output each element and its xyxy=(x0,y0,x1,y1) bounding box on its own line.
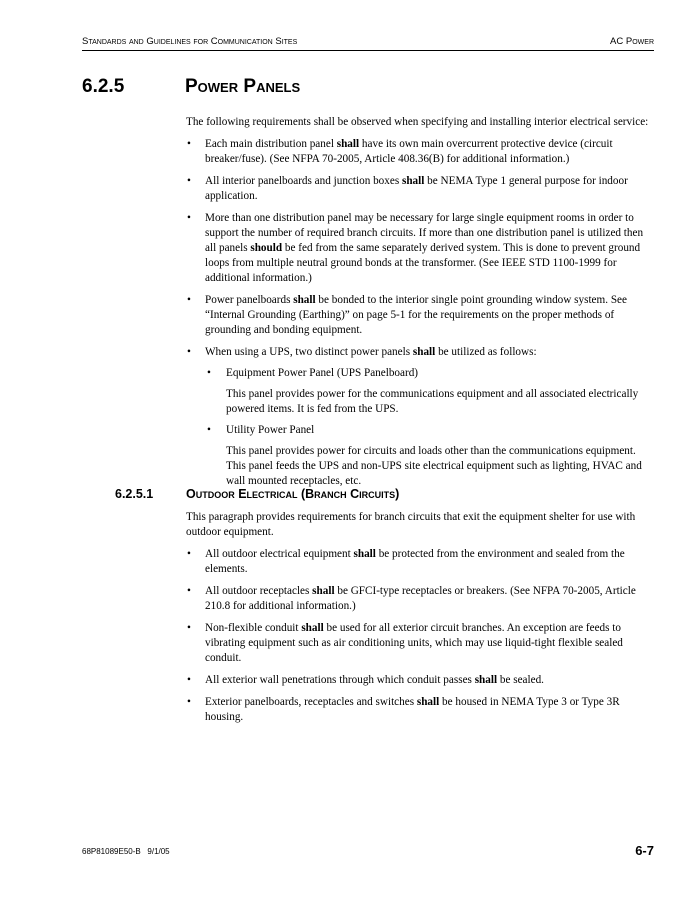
bullet-icon: • xyxy=(207,367,211,379)
outdoor-requirements-list xyxy=(186,547,656,725)
list-item: • More than one distribution panel may be necessary for large single equipment rooms in order to support the number of required branch circuits. If more than one distribution panel is utilized then all panels should be fed from the same separately derived system. This is done to prevent ground loops from multiple neutral ground bonds at the transformer. (See IEEE STD 1100-1999 for additional information.) xyxy=(187,212,644,284)
sub-list-item xyxy=(205,366,656,417)
list-item: • All outdoor electrical equipment shall be protected from the environment and sealed from the elements. xyxy=(187,548,625,575)
bullet-icon: • xyxy=(187,294,191,306)
section-title: Power Panels xyxy=(185,76,301,97)
subsection-intro xyxy=(186,510,656,540)
bullet-icon: • xyxy=(187,548,191,560)
list-item: • Each main distribution panel shall have its own main overcurrent protective device (circuit breaker/fuse). (See NFPA 70-2005, Article 408.36(B) for additional information.) xyxy=(187,138,613,165)
sub-list-item xyxy=(205,423,656,489)
intro-text: The following requirements shall be observed when specifying and installing interior electrical service: xyxy=(186,116,649,128)
list-item: • Exterior panelboards, receptacles and switches shall be housed in NEMA Type 3 or Type 3R housing. xyxy=(187,696,620,723)
section-number: 6.2.5 xyxy=(82,76,125,97)
section-body xyxy=(186,115,656,496)
bullet-icon: • xyxy=(187,346,191,358)
footer-date: 9/1/05 xyxy=(147,847,170,856)
sub-item-description: This panel provides power for the communications equipment and all associated electrically powered items. It is fed from the UPS. xyxy=(226,388,639,415)
section-intro xyxy=(186,115,656,130)
bullet-icon: • xyxy=(187,674,191,686)
list-item: • When using a UPS, two distinct power panels shall be utilized as follows: • Equipment Power Panel (UPS Panelboard) This panel provides power for the communications equipment and all associated electrically powered items. It is fed from the UPS. • Utility Power Panel This panel provides power for circuits and loads other than the communications equipment. This panel feeds the UPS and non-UPS site electrical equipment such as lighting, HVAC and wall mounted receptacles, etc. xyxy=(186,345,656,489)
subsection-number: 6.2.5.1 xyxy=(115,487,154,501)
subsection-heading xyxy=(115,487,400,501)
ups-panels-list xyxy=(205,366,656,489)
bullet-icon: • xyxy=(187,622,191,634)
bullet-icon: • xyxy=(187,175,191,187)
subsection-title: Outdoor Electrical (Branch Circuits) xyxy=(186,487,400,501)
footer-doc-info xyxy=(82,847,170,856)
list-item: • Non-flexible conduit shall be used for all exterior circuit branches. An exception are feeds to vibrating equipment such as air conditioning units, which may use liquid-tight flexible sealed conduit. xyxy=(187,622,623,664)
bullet-icon: • xyxy=(187,138,191,150)
sub-item-label: Utility Power Panel xyxy=(226,424,315,436)
header-chapter-title: AC Power xyxy=(610,36,654,47)
list-item: • Power panelboards shall be bonded to the interior single point grounding window system. See “Internal Grounding (Earthing)” on page 5-1 for the requirements on the proper methods of grounding and bonding equipment. xyxy=(187,294,627,336)
footer-doc-id: 68P81089E50-B xyxy=(82,847,141,856)
bullet-icon: • xyxy=(187,696,191,708)
header-document-title: Standards and Guidelines for Communication Sites xyxy=(82,36,298,47)
bullet-icon: • xyxy=(187,585,191,597)
list-item: • All outdoor receptacles shall be GFCI-type receptacles or breakers. (See NFPA 70-2005, Article 210.8 for additional information.) xyxy=(187,585,636,612)
page-number: 6-7 xyxy=(635,843,654,858)
header-rule xyxy=(82,50,654,51)
section-heading xyxy=(82,76,301,98)
bullet-icon: • xyxy=(187,212,191,224)
sub-item-label: Equipment Power Panel (UPS Panelboard) xyxy=(226,367,419,379)
bullet-icon: • xyxy=(207,424,211,436)
subsection-body xyxy=(186,510,656,732)
list-item: • All exterior wall penetrations through which conduit passes shall be sealed. xyxy=(187,674,544,686)
requirements-list xyxy=(186,137,656,489)
sub-item-description: This panel provides power for circuits and loads other than the communications equipment. This panel feeds the UPS and non-UPS site electrical equipment such as lighting, HVAC and wall mounted receptacles, etc. xyxy=(226,445,642,487)
list-item: • All interior panelboards and junction boxes shall be NEMA Type 1 general purpose for indoor application. xyxy=(187,175,628,202)
intro-text: This paragraph provides requirements for branch circuits that exit the equipment shelter for use with outdoor equipment. xyxy=(186,511,636,538)
